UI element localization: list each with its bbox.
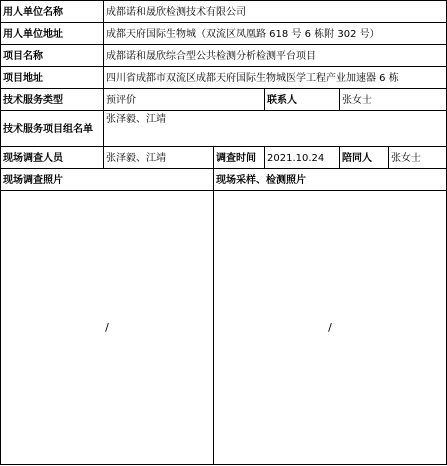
sampling-photo-area [214, 191, 447, 465]
project-name-label: 项目名称 [1, 45, 104, 67]
escort-value: 张女士 [389, 147, 447, 169]
team-label: 技术服务项目组名单 [1, 111, 104, 147]
contact-label: 联系人 [265, 89, 340, 111]
row-team [1, 111, 447, 147]
project-name-value: 成都诺和晟欣综合型公共检测分析检测平台项目 [104, 45, 447, 67]
service-type-value: 预评价 [104, 89, 265, 111]
contact-value: 张女士 [340, 89, 447, 111]
escort-label: 陪同人 [340, 147, 389, 169]
row-unit-address [1, 23, 447, 45]
row-project-address [1, 67, 447, 89]
survey-photo-area [1, 191, 214, 465]
unit-address-label: 用人单位地址 [1, 23, 104, 45]
row-project-name [1, 45, 447, 67]
unit-name-label: 用人单位名称 [1, 1, 104, 23]
row-photos [1, 191, 447, 465]
sampling-photo-placeholder: / [328, 321, 332, 334]
service-type-label: 技术服务类型 [1, 89, 104, 111]
survey-staff-value: 张泽毅、江靖 [104, 147, 214, 169]
sampling-photos-header: 现场采样、检测照片 [214, 169, 447, 191]
survey-photos-header: 现场调查照片 [1, 169, 214, 191]
team-value: 张泽毅、江靖 [104, 111, 447, 147]
row-survey [1, 147, 447, 169]
survey-time-value: 2021.10.24 [265, 147, 340, 169]
survey-photo-placeholder: / [105, 321, 109, 334]
unit-address-value: 成都天府国际生物城（双流区凤凰路 618 号 6 栋附 302 号） [104, 23, 447, 45]
row-unit-name [1, 1, 447, 23]
survey-staff-label: 现场调查人员 [1, 147, 104, 169]
project-address-label: 项目地址 [1, 67, 104, 89]
unit-name-value: 成都诺和晟欣检测技术有限公司 [104, 1, 447, 23]
row-photo-headers [1, 169, 447, 191]
survey-time-label: 调查时间 [214, 147, 265, 169]
row-service-type [1, 89, 447, 111]
project-address-value: 四川省成都市双流区成都天府国际生物城医学工程产业加速器 6 栋 [104, 67, 447, 89]
